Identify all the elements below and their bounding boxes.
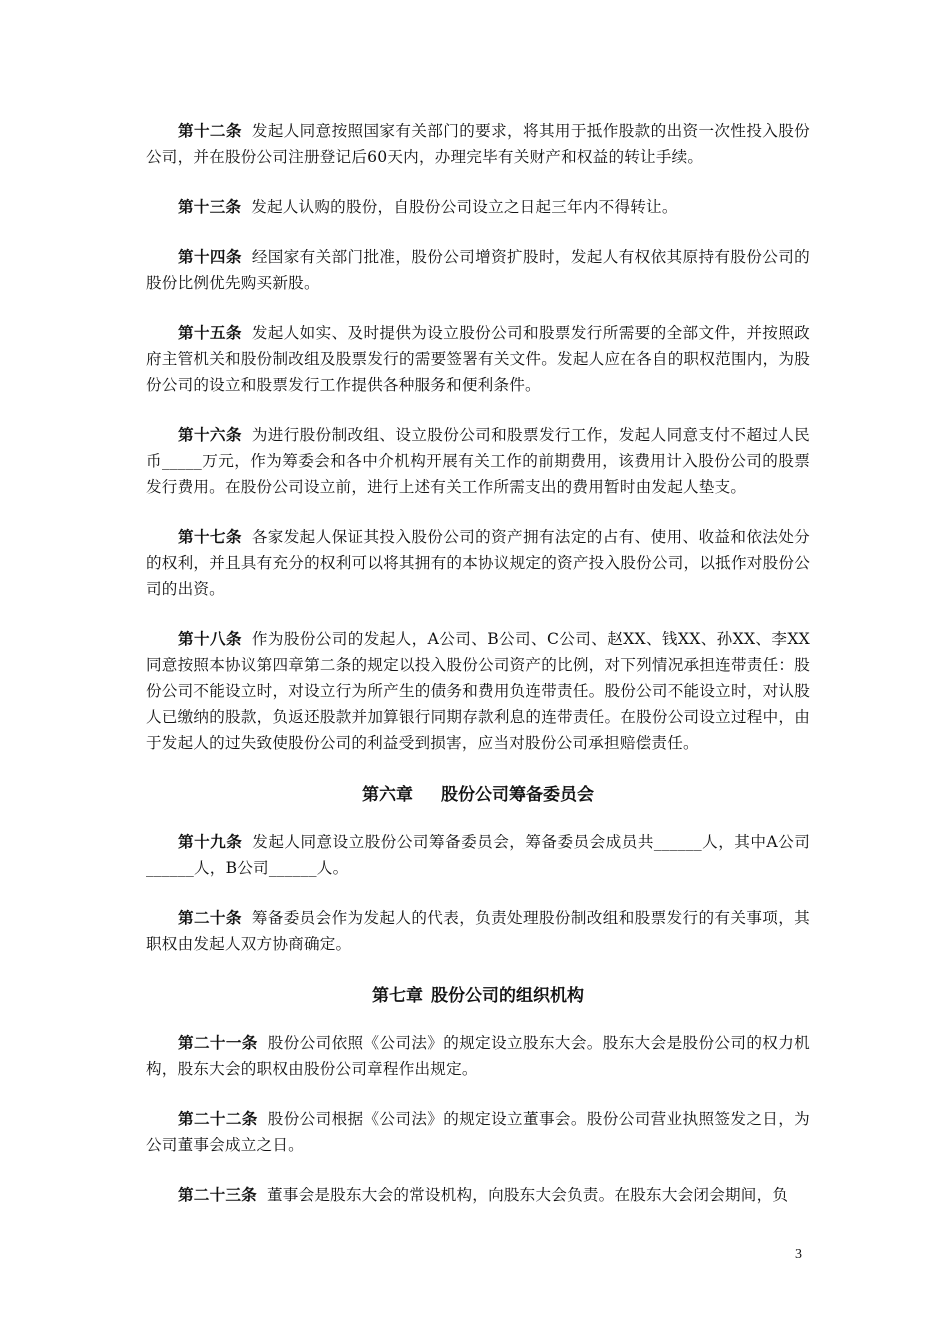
- document-body: [146, 118, 810, 1232]
- chapter-title: 股份公司筹备委员会: [441, 785, 594, 805]
- chapter-number: 第六章: [362, 785, 413, 805]
- article-number: 第二十一条: [178, 1033, 258, 1052]
- article-text: 经国家有关部门批准，股份公司增资扩股时，发起人有权依其原持有股份公司的股份比例优先购买新股。: [146, 248, 810, 292]
- article-number: 第十二条: [178, 121, 242, 140]
- chapter-number: 第七章: [372, 986, 423, 1006]
- article-text: 作为股份公司的发起人，A公司、B公司、C公司、赵XX、钱XX、孙XX、李XX同意按照本协议第四章第二条的规定以投入股份公司资产的比例，对下列情况承担连带责任：股份公司不能设立时，对设立行为所产生的债务和费用负连带责任。股份公司不能设立时，对认股人已缴纳的股款，负返还股款并加算银行同期存款利息的连带责任。在股份公司设立过程中，由于发起人的过失致使股份公司的利益受到损害，应当对股份公司承担赔偿责任。: [146, 630, 810, 752]
- article-text: 筹备委员会作为发起人的代表，负责处理股份制改组和股票发行的有关事项，其职权由发起人双方协商确定。: [146, 909, 810, 953]
- article-text: 各家发起人保证其投入股份公司的资产拥有法定的占有、使用、收益和依法处分的权利，并且具有充分的权利可以将其拥有的本协议规定的资产投入股份公司，以抵作对股份公司的出资。: [146, 528, 810, 598]
- chapter-title: 股份公司的组织机构: [431, 986, 584, 1006]
- article-14: [146, 244, 810, 296]
- article-number: 第十八条: [178, 629, 242, 648]
- page-number: 3: [795, 1247, 802, 1262]
- article-number: 第十五条: [178, 323, 242, 342]
- article-21: [146, 1030, 810, 1082]
- article-text: 发起人同意按照国家有关部门的要求，将其用于抵作股款的出资一次性投入股份公司，并在股份公司注册登记后60天内，办理完毕有关财产和权益的转让手续。: [146, 122, 810, 166]
- article-text: 股份公司依照《公司法》的规定设立股东大会。股东大会是股份公司的权力机构，股东大会的职权由股份公司章程作出规定。: [146, 1034, 810, 1078]
- chapter-7-heading: [146, 981, 810, 1006]
- article-text: 股份公司根据《公司法》的规定设立董事会。股份公司营业执照签发之日，为公司董事会成立之日。: [146, 1110, 810, 1154]
- article-number: 第二十二条: [178, 1109, 258, 1128]
- article-20: [146, 905, 810, 957]
- article-text: 为进行股份制改组、设立股份公司和股票发行工作，发起人同意支付不超过人民币_____万元，作为筹委会和各中介机构开展有关工作的前期费用，该费用计入股份公司的股票发行费用。在股份公司设立前，进行上述有关工作所需支出的费用暂时由发起人垫支。: [146, 426, 810, 496]
- article-number: 第十四条: [178, 247, 242, 266]
- article-text: 发起人认购的股份，自股份公司设立之日起三年内不得转让。: [251, 198, 678, 216]
- article-text: 发起人同意设立股份公司筹备委员会，筹备委员会成员共______人，其中A公司______人，B公司______人。: [146, 833, 810, 877]
- chapter-6-heading: [146, 780, 810, 805]
- article-13: [146, 194, 810, 220]
- article-22: [146, 1106, 810, 1158]
- article-number: 第十七条: [178, 527, 242, 546]
- article-16: [146, 422, 810, 500]
- article-19: [146, 829, 810, 881]
- article-number: 第二十三条: [178, 1185, 257, 1204]
- article-number: 第二十条: [178, 908, 242, 927]
- article-number: 第十九条: [178, 832, 243, 851]
- article-18: [146, 626, 810, 756]
- article-12: [146, 118, 810, 170]
- article-text: 董事会是股东大会的常设机构，向股东大会负责。在股东大会闭会期间，负: [266, 1186, 789, 1204]
- article-17: [146, 524, 810, 602]
- article-text: 发起人如实、及时提供为设立股份公司和股票发行所需要的全部文件，并按照政府主管机关和股份制改组及股票发行的需要签署有关文件。发起人应在各自的职权范围内，为股份公司的设立和股票发行工作提供各种服务和便利条件。: [146, 324, 810, 394]
- article-15: [146, 320, 810, 398]
- article-number: 第十三条: [178, 197, 242, 216]
- article-23: [146, 1182, 810, 1208]
- article-number: 第十六条: [178, 425, 242, 444]
